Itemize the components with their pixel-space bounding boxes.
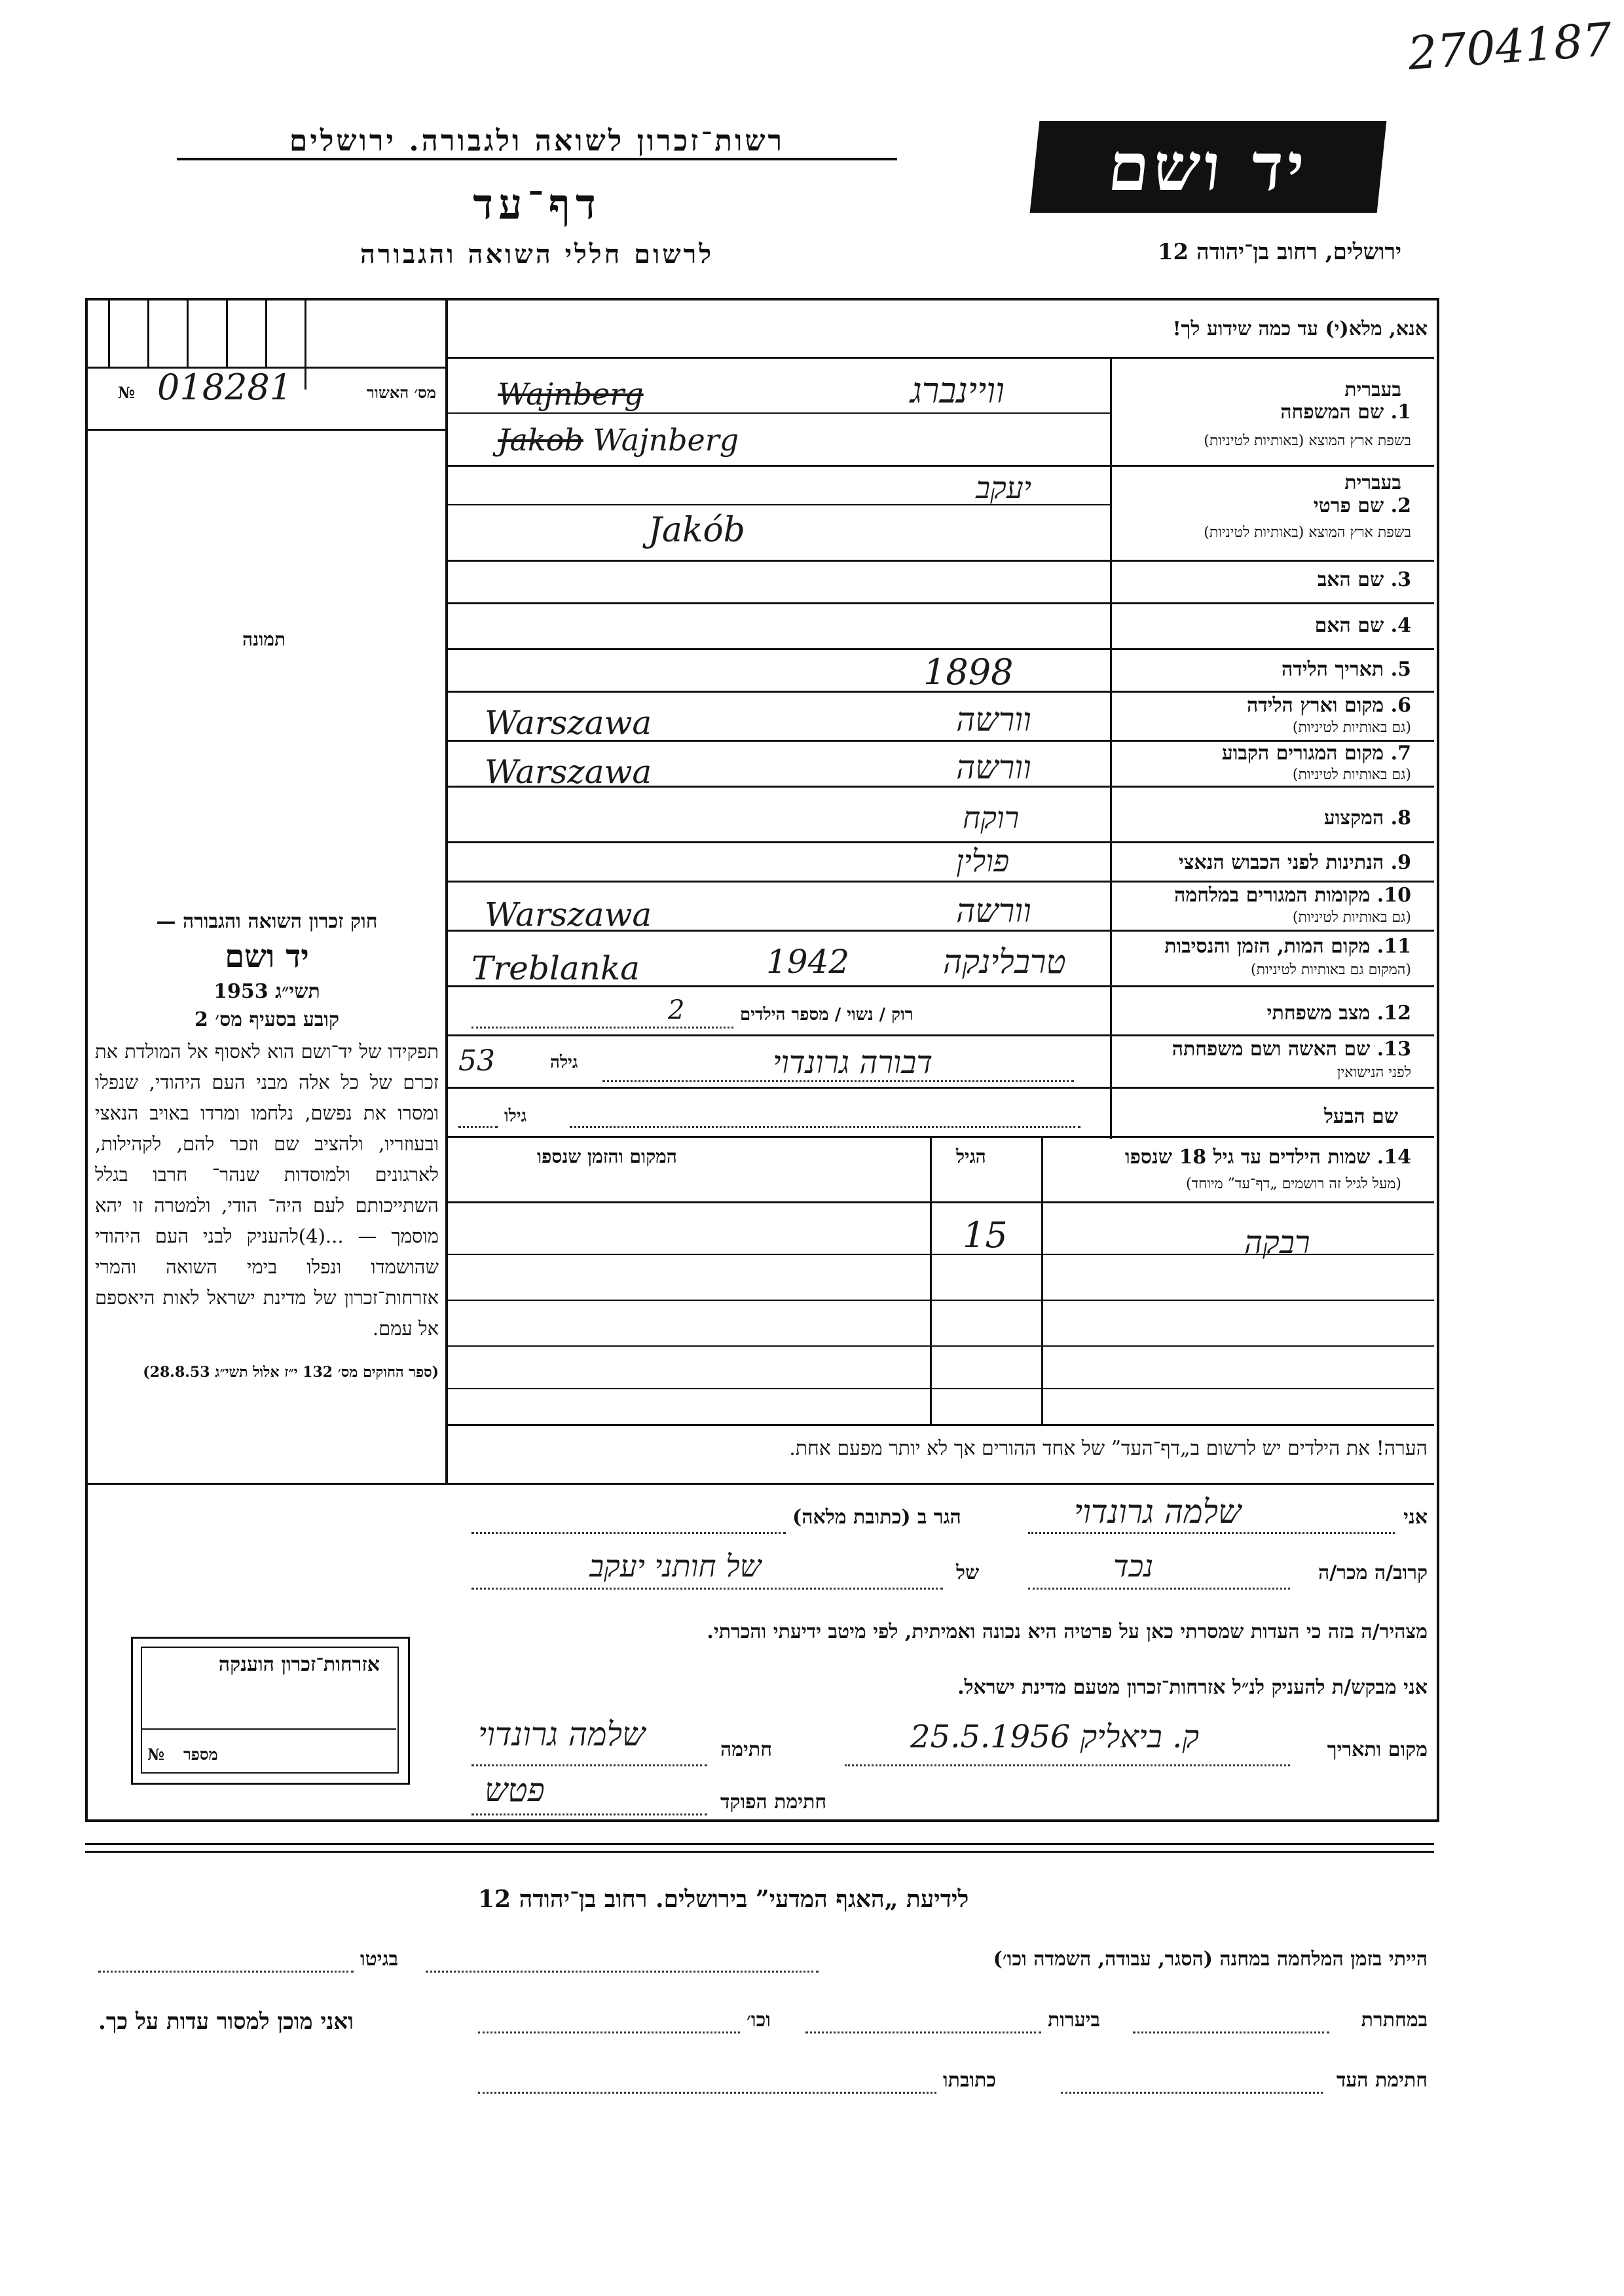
field-10-label: מקומות המגורים במלחמה: [1174, 884, 1371, 907]
field-11-label-wrap: [1164, 935, 1411, 958]
decl-i-label: אני: [1403, 1506, 1428, 1529]
law-title: חוק זכרון השואה והגבורה —: [156, 910, 378, 933]
field-2-label: שם פרטי: [1313, 494, 1384, 517]
field-5-label-wrap: [1282, 658, 1411, 681]
field-10-label-wrap: [1174, 884, 1411, 907]
field-11-latin-value: Treblanka: [471, 949, 640, 987]
authority-title: רשות־זכרון לשואה ולגבורה. ירושלים: [177, 124, 897, 160]
field-13-label: שם האשה ושם משפחתה: [1172, 1038, 1371, 1061]
bottom-line2-c: וכו׳: [747, 2009, 771, 2032]
decl-signature-label: חתימה: [720, 1738, 772, 1761]
field-12-children-count: 2: [668, 995, 685, 1025]
instructions: אנא, מלא(י) עד כמה שידוע לך!: [1172, 318, 1428, 340]
address: ירושלים, רחוב בן־יהודה 12: [1157, 239, 1401, 265]
field-1-num: 1.: [1390, 401, 1411, 424]
law-text: תפקידו של יד־ושם הוא לאסוף אל המולדת את זכרם של כל אלה מבני העם היהודי, שנפלו ומסרו את נפשם, נלחמו ומרדו באויב הנאצי ובעוזריו, ולהציב שם וזכר להם, לקהילות, לארגונים ולמוסדות שנהר־ חרבו בגלל השתייכותם לעם היה־ הודי, ולמטרה זו יהא מוסמך — ...(4)להעניק לבני העם היהודי שהושמדו ונפלו בימי השואה והמרי אזרחות־זכרון של מדינת ישראל לאות היאספם אל עמם.: [95, 1040, 439, 1339]
bottom-line2-b: ביערות: [1048, 2009, 1101, 2032]
field-13-label-wrap: [1172, 1038, 1411, 1061]
child-1-age: 15: [963, 1214, 1008, 1256]
field-5-num: 5.: [1390, 658, 1411, 681]
archive-number: 2704187: [1406, 12, 1614, 81]
photo-label: תמונה: [242, 629, 286, 650]
field-1-latin-struck: Jakob: [498, 422, 583, 458]
field-2-sub: בשפת ארץ המוצא (באותיות לטיניות): [1204, 524, 1411, 541]
field-9-label-wrap: [1179, 851, 1411, 874]
bottom-line1-b: בגיטו: [360, 1948, 399, 1971]
field-7-latin-value: Warszawa: [485, 753, 652, 791]
field-6-label: מקום וארץ הלידה: [1246, 694, 1384, 717]
decl-i-value: שלמה גרונדוי: [1074, 1493, 1242, 1531]
children-col-age: הגיל: [956, 1146, 986, 1167]
logo-text: יד ושם: [1104, 128, 1312, 206]
field-11-hebrew-value: טרבלינקה: [943, 943, 1066, 981]
decl-signature-value: שלמה גרונדוי: [478, 1715, 646, 1753]
field-2-hebrew-value: יעקב: [976, 470, 1031, 505]
yad-vashem-logo: [1030, 121, 1387, 213]
bottom-line1-a: הייתי בזמן המלחמה במחנה (הסגר, עבודה, השמדה וכו׳): [993, 1948, 1428, 1971]
field-10-num: 10.: [1376, 884, 1411, 907]
field-2-hebrew-tag: בעברית: [1344, 471, 1401, 494]
approval-value: 018281: [157, 367, 293, 408]
field-5-value: 1898: [923, 651, 1014, 693]
field-1-label: שם המשפחה: [1280, 401, 1384, 424]
approval-label: מס׳ האשור: [367, 383, 436, 402]
field-9-label: הנתינות לפני הכבוש הנאצי: [1178, 851, 1384, 874]
citizenship-title: אזרחות־זכרון הוענקה: [218, 1653, 380, 1676]
decl-of-value: של חותני יעקב: [589, 1548, 762, 1584]
field-8-value: רוקח: [963, 800, 1020, 835]
field-6-sub: (גם באותיות לטיניות): [1292, 720, 1411, 736]
field-1-latin-struck-top: Wajnberg: [498, 376, 644, 412]
field-6-label-wrap: [1247, 694, 1411, 717]
field-8-num: 8.: [1390, 807, 1411, 829]
husband-age-label: גילו: [504, 1106, 527, 1126]
bottom-line3-a: חתימת העד: [1336, 2069, 1428, 2092]
decl-relation-label: קרוב/ה מכר/ה: [1318, 1561, 1428, 1584]
form-title: דף־עד: [473, 180, 601, 229]
field-10-hebrew-value: וורשה: [956, 892, 1031, 930]
field-13-age-value: 53: [458, 1044, 495, 1078]
law-sidebar: [95, 910, 439, 1381]
field-6-num: 6.: [1390, 694, 1411, 717]
field-3-label: שם האב: [1317, 568, 1384, 591]
field-7-label: מקום המגורים הקבוע: [1221, 742, 1384, 765]
citizenship-no: №: [147, 1745, 165, 1764]
field-13-sub: לפני הנישואין: [1337, 1065, 1411, 1081]
law-year: תשי״ג 1953: [213, 980, 320, 1003]
bottom-line3-b: כתובתו: [943, 2069, 997, 2092]
children-col-place: המקום והזמן שנספו: [537, 1146, 677, 1167]
field-5-label: תאריך הלידה: [1282, 658, 1384, 681]
decl-of-label: של: [956, 1561, 980, 1584]
field-2-latin-value: Jakób: [648, 511, 745, 550]
field-14-label: שמות הילדים עד גיל 18 שנספו: [1124, 1146, 1371, 1169]
field-6-hebrew-value: וורשה: [956, 701, 1031, 738]
field-7-sub: (גם באותיות לטיניות): [1292, 767, 1411, 783]
field-9-value: פולין: [956, 843, 1010, 879]
field-14-num: 14.: [1376, 1146, 1411, 1169]
field-12-label-wrap: [1267, 1002, 1411, 1025]
child-1-name: רבקה: [1244, 1224, 1310, 1261]
field-13-age-label: גילה: [550, 1053, 578, 1072]
field-1-hebrew-value: וויינברג: [910, 370, 1005, 411]
field-2-label-wrap: [1314, 494, 1411, 517]
decl-resides-label: הגר ב (כתובת מלאה): [792, 1506, 961, 1529]
field-12-num: 12.: [1376, 1002, 1411, 1025]
field-8-label: המקצוע: [1323, 807, 1384, 829]
field-6-latin-value: Warszawa: [485, 704, 652, 742]
field-14-label-wrap: [1125, 1146, 1411, 1169]
law-ref: (ספר החוקים מס׳ 132 י״ז אלול תשי״ג 28.8.53): [143, 1364, 439, 1381]
field-10-latin-value: Warszawa: [485, 896, 652, 934]
field-2-num: 2.: [1390, 494, 1411, 517]
field-14-sub: (מעל לגיל זה רושמים „דף־עד” מיוחד): [1186, 1176, 1401, 1192]
field-1-latin-line: [498, 422, 739, 458]
field-4-label-wrap: [1315, 614, 1411, 637]
field-13-value: דבורה גרונדוי: [773, 1044, 933, 1081]
field-12-status-text: רוק / נשוי / מספר הילדים: [740, 1005, 913, 1025]
field-11-sub: (המקום גם באותיות לטיניות): [1251, 962, 1411, 978]
field-11-label: מקום המות, הזמן והנסיבות: [1164, 935, 1371, 958]
field-11-num: 11.: [1376, 935, 1411, 958]
law-clause: קובע בסעיף מס׳ 2: [194, 1008, 340, 1031]
field-1-sub: בשפת ארץ המוצא (באותיות לטיניות): [1204, 433, 1411, 449]
bottom-line2-a: במחתרת: [1361, 2009, 1428, 2032]
bottom-line2-d: ואני מוכן למסור עדות על כך.: [98, 2009, 354, 2035]
note: הערה! את הילדים יש לרשום ב„דף־העד” של אחד ההורים אך לא יותר מפעם אחת.: [789, 1437, 1428, 1460]
field-1-hebrew-tag: בעברית: [1344, 378, 1401, 401]
citizenship-number-label: מספר: [183, 1745, 218, 1764]
field-7-num: 7.: [1390, 742, 1411, 765]
decl-relation-value: נכד: [1113, 1548, 1154, 1584]
decl-place-date-value: ק. ביאליק 25.5.1956: [910, 1719, 1200, 1755]
form-subtitle: לרשום חללי השואה והגבורה: [360, 239, 714, 270]
field-4-num: 4.: [1390, 614, 1411, 637]
approval-no: №: [118, 383, 136, 402]
field-4-label: שם האם: [1314, 614, 1384, 637]
field-1-label-wrap: [1280, 401, 1411, 424]
field-8-label-wrap: [1324, 807, 1411, 829]
bottom-title: לידיעת „האגף המדעי” בירושלים. רחוב בן־יהודה 12: [478, 1886, 969, 1913]
decl-request: אני מבקש/ת להעניק לנ״ל אזרחות־זכרון מטעם מדינת ישראל.: [957, 1676, 1428, 1699]
field-3-num: 3.: [1390, 568, 1411, 591]
decl-place-date-label: מקום ותאריך: [1327, 1738, 1428, 1761]
field-11-year: 1942: [766, 943, 850, 981]
field-12-label: מצב משפחתי: [1266, 1002, 1371, 1025]
field-3-label-wrap: [1318, 568, 1411, 591]
field-7-hebrew-value: וורשה: [956, 748, 1031, 786]
field-1-latin-value: Wajnberg: [593, 422, 739, 458]
husband-label: שם הבעל: [1323, 1105, 1398, 1128]
decl-officer-value: פטש: [485, 1771, 545, 1809]
decl-officer-label: חתימת הפוקד: [720, 1791, 827, 1813]
field-10-sub: (גם באותיות לטיניות): [1292, 909, 1411, 926]
law-name: יד ושם: [225, 938, 309, 975]
field-13-num: 13.: [1376, 1038, 1411, 1061]
field-7-label-wrap: [1222, 742, 1411, 765]
decl-statement: מצהיר/ה בזה כי העדות שמסרתי כאן על פרטיה היא נכונה ואמיתית, לפי מיטב ידיעתי והכרתי.: [707, 1620, 1428, 1643]
field-9-num: 9.: [1390, 851, 1411, 874]
